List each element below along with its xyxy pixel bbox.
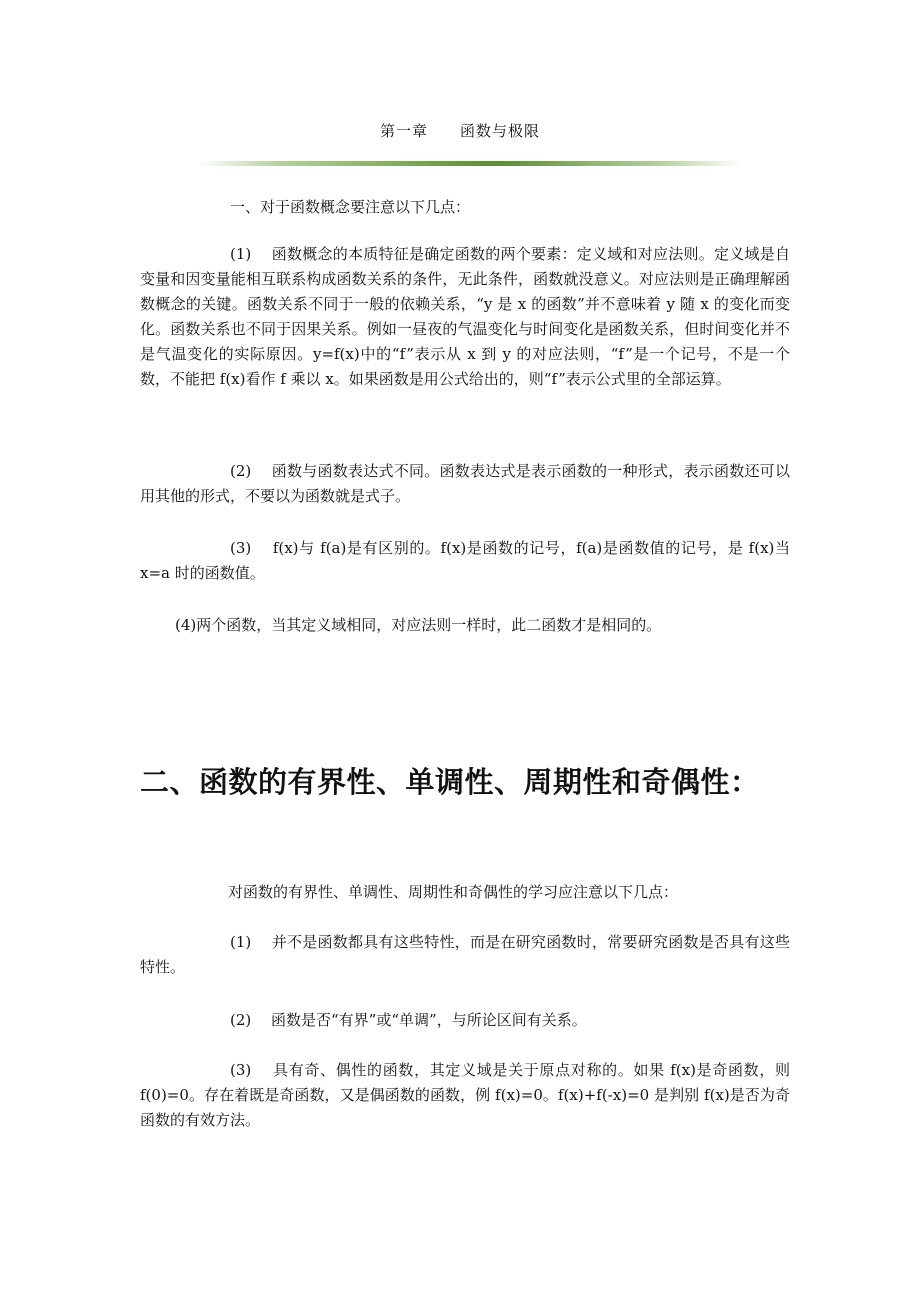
section2-point-2: (2) 函数是否“有界”或“单调”，与所论区间有关系。 [230,1011,587,1029]
title-divider [198,161,742,166]
section2-intro: 对函数的有界性、单调性、周期性和奇偶性的学习应注意以下几点： [228,883,679,901]
section1-point-3: (3) f(x)与 f(a)是有区别的。f(x)是函数的记号，f(a)是函数值的记号，是 f(x)当 x=a 时的函数值。 [140,539,790,582]
section2-point-3: (3) 具有奇、偶性的函数，其定义域是关于原点对称的。如果 f(x)是奇函数，则 f(0)=0。存在着既是奇函数，又是偶函数的函数，例 f(x)=0。f(x)+f(-x)=0 是判别 f(x)是否为奇函数的有效方法。 [140,1061,790,1129]
section2-point-1: (1) 并不是函数都具有这些特性，而是在研究函数时，常要研究函数是否具有这些特性。 [140,933,790,976]
section1-intro: 一、对于函数概念要注意以下几点： [230,198,471,216]
section1-point-1: (1) 函数概念的本质特征是确定函数的两个要素：定义域和对应法则。定义域是自变量和因变量能相互联系构成函数关系的条件，无此条件，函数就没意义。对应法则是正确理解函数概念的关键。函数关系不同于一般的依赖关系，“y 是 x 的函数”并不意味着 y 随 x 的变化而变化。函数关系也不同于因果关系。例如一昼夜的气温变化与时间变化是函数关系，但时间变化并不是气温变化的实际原因。y=f(x)中的“f”表示从 x 到 y 的对应法则，“f”是一个记号，不是一个数，不能把 f(x)看作 f 乘以 x。如果函数是用公式给出的，则“f”表示公式里的全部运算。 [140,245,790,388]
section1-point-2: (2) 函数与函数表达式不同。函数表达式是表示函数的一种形式，表示函数还可以用其他的形式，不要以为函数就是式子。 [140,462,790,505]
section1-point-4: (4)两个函数，当其定义域相同，对应法则一样时，此二函数才是相同的。 [175,616,662,634]
chapter-title: 第一章 函数与极限 [379,122,540,140]
section2-heading: 二、函数的有界性、单调性、周期性和奇偶性： [140,765,760,799]
